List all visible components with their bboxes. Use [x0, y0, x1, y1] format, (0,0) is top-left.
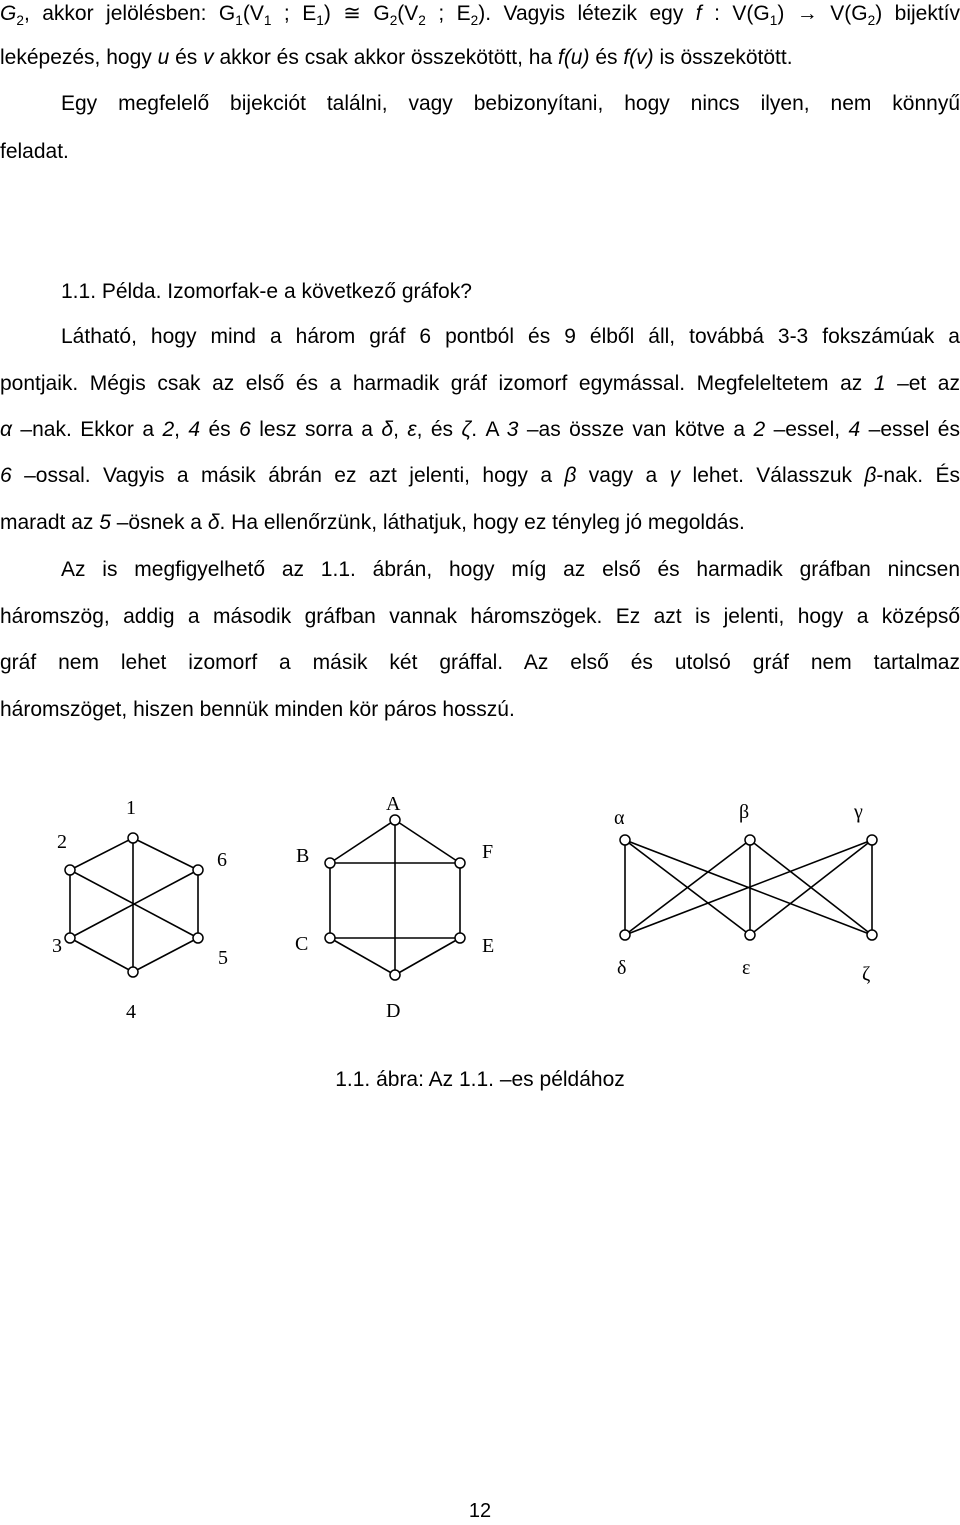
- label-c: C: [295, 933, 309, 955]
- label-a: A: [386, 793, 401, 815]
- vertex-f: [455, 858, 465, 868]
- example-heading: 1.1. Példa. Izomorfak-e a következő gráfok?: [61, 280, 472, 303]
- intro-line-3: Egy megfelelő bijekciót találni, vagy bebizonyítani, hogy nincs ilyen, nem könnyű: [61, 92, 960, 115]
- vertex-alpha: [620, 835, 630, 845]
- graph-3: [625, 840, 872, 935]
- label-d: D: [386, 1000, 401, 1022]
- vertex-5: [193, 933, 203, 943]
- graph-figure: [0, 780, 960, 1040]
- graph-1-vertices: [65, 833, 203, 977]
- figure-caption: 1.1. ábra: Az 1.1. –es példához: [335, 1068, 625, 1091]
- example-p1-line-5: maradt az 5 –ösnek a δ. Ha ellenőrzünk, láthatjuk, hogy ez tényleg jó megoldás.: [0, 511, 745, 534]
- vertex-gamma: [867, 835, 877, 845]
- vertex-d: [390, 970, 400, 980]
- label-f: F: [482, 841, 494, 863]
- label-5: 5: [218, 947, 228, 969]
- example-p2-line-3: gráf nem lehet izomorf a másik két gráffal. Az első és utolsó gráf nem tartalmaz: [0, 651, 960, 674]
- example-p2-line-4: háromszöget, hiszen bennük minden kör páros hosszú.: [0, 698, 515, 721]
- example-p1-line-1: Látható, hogy mind a három gráf 6 pontból és 9 élből áll, továbbá 3-3 fokszámúak a: [61, 325, 960, 348]
- vertex-1: [128, 833, 138, 843]
- label-4: 4: [126, 1001, 136, 1023]
- label-epsilon: ε: [742, 957, 751, 979]
- example-p1-line-2: pontjaik. Mégis csak az első és a harmadik gráf izomorf egymással. Megfeleltetem az 1 –et az: [0, 372, 960, 395]
- vertex-c: [325, 933, 335, 943]
- vertex-6: [193, 865, 203, 875]
- graph-2: [330, 820, 460, 975]
- vertex-4: [128, 967, 138, 977]
- intro-line-4: feladat.: [0, 140, 69, 163]
- label-6: 6: [217, 849, 227, 871]
- example-p1-line-4: 6 –ossal. Vagyis a másik ábrán ez azt jelenti, hogy a β vagy a γ lehet. Válasszuk β-nak. És: [0, 464, 960, 487]
- label-alpha: α: [614, 807, 625, 829]
- vertex-e: [455, 933, 465, 943]
- vertex-b: [325, 858, 335, 868]
- example-p1-line-3: α –nak. Ekkor a 2, 4 és 6 lesz sorra a δ, ε, és ζ. A 3 –as össze van kötve a 2 –essel, 4 –essel és: [0, 418, 960, 441]
- graph-3-labels: [614, 801, 870, 985]
- label-b: B: [296, 845, 310, 867]
- label-1: 1: [126, 797, 136, 819]
- intro-line-2: leképezés, hogy u és v akkor és csak akkor összekötött, ha f(u) és f(v) is összekötött.: [0, 46, 793, 69]
- vertex-a: [390, 815, 400, 825]
- label-gamma: γ: [854, 801, 863, 823]
- vertex-epsilon: [745, 930, 755, 940]
- intro-line-1: $G_2$, akkor jelölésben: $G_1(V_1$ ; $E_1$) ≅ $G_2(V_2$ ; $E_2$). Vagyis létezik egy f : $V(G_1) \to V(G_2)$ bijektív: [0, 2, 960, 29]
- label-zeta: ζ: [862, 963, 871, 985]
- label-beta: β: [739, 801, 750, 823]
- page-number: 12: [468, 1500, 492, 1522]
- example-p2-line-1: Az is megfigyelhető az 1.1. ábrán, hogy míg az első és harmadik gráfban nincsen: [61, 558, 960, 581]
- label-delta: δ: [617, 957, 627, 979]
- label-3: 3: [52, 935, 62, 957]
- vertex-delta: [620, 930, 630, 940]
- vertex-3: [65, 933, 75, 943]
- vertex-2: [65, 865, 75, 875]
- graph-1-labels: [52, 797, 228, 1023]
- label-e: E: [482, 935, 495, 957]
- vertex-beta: [745, 835, 755, 845]
- vertex-zeta: [867, 930, 877, 940]
- label-2: 2: [57, 831, 67, 853]
- graph-1: [70, 838, 198, 972]
- example-p2-line-2: háromszög, addig a második gráfban vannak háromszögek. Ez azt is jelenti, hogy a középső: [0, 605, 960, 628]
